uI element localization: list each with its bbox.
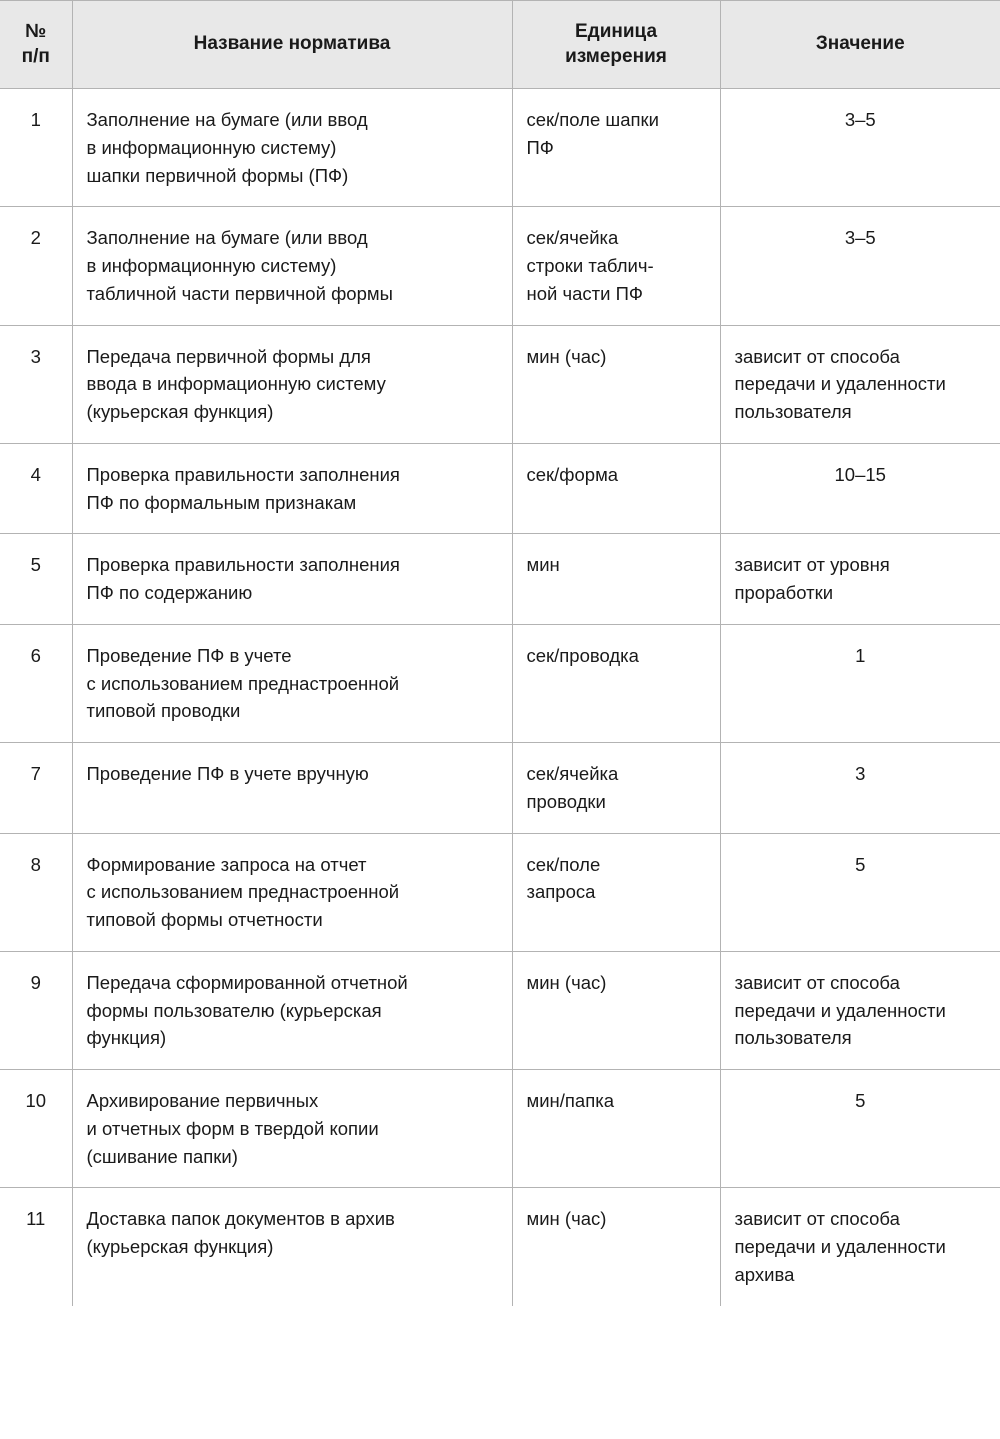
cell-name: Архивирование первичных и отчетных форм в твердой копии (сшивание папки) bbox=[72, 1070, 512, 1188]
cell-number: 3 bbox=[0, 325, 72, 443]
cell-unit: мин (час) bbox=[512, 325, 720, 443]
column-header-number: № п/п bbox=[0, 1, 72, 89]
table-row bbox=[0, 1188, 1000, 1306]
cell-value: 5 bbox=[720, 833, 1000, 951]
cell-number: 8 bbox=[0, 833, 72, 951]
table-row bbox=[0, 743, 1000, 834]
table-row bbox=[0, 207, 1000, 325]
cell-value: 1 bbox=[720, 624, 1000, 742]
cell-unit: мин bbox=[512, 534, 720, 625]
cell-name: Заполнение на бумаге (или ввод в информационную систему) табличной части первичной формы bbox=[72, 207, 512, 325]
table-row bbox=[0, 325, 1000, 443]
cell-number: 4 bbox=[0, 443, 72, 534]
table-header bbox=[0, 1, 1000, 89]
cell-value: зависит от способа передачи и удаленности пользователя bbox=[720, 325, 1000, 443]
cell-unit: сек/форма bbox=[512, 443, 720, 534]
table-row bbox=[0, 833, 1000, 951]
column-header-value: Значение bbox=[720, 1, 1000, 89]
cell-unit: мин (час) bbox=[512, 951, 720, 1069]
cell-value: зависит от уровня проработки bbox=[720, 534, 1000, 625]
table-row bbox=[0, 89, 1000, 207]
cell-unit: мин/папка bbox=[512, 1070, 720, 1188]
cell-unit: мин (час) bbox=[512, 1188, 720, 1306]
cell-value: 3–5 bbox=[720, 89, 1000, 207]
cell-number: 10 bbox=[0, 1070, 72, 1188]
cell-name: Проведение ПФ в учете вручную bbox=[72, 743, 512, 834]
table-row bbox=[0, 624, 1000, 742]
cell-number: 6 bbox=[0, 624, 72, 742]
cell-number: 7 bbox=[0, 743, 72, 834]
cell-unit: сек/проводка bbox=[512, 624, 720, 742]
cell-value: зависит от способа передачи и удаленности архива bbox=[720, 1188, 1000, 1306]
cell-number: 11 bbox=[0, 1188, 72, 1306]
cell-value: 3–5 bbox=[720, 207, 1000, 325]
cell-unit: сек/поле запроса bbox=[512, 833, 720, 951]
cell-name: Проверка правильности заполнения ПФ по формальным признакам bbox=[72, 443, 512, 534]
table-body bbox=[0, 89, 1000, 1306]
cell-name: Формирование запроса на отчет с использованием преднастроенной типовой формы отчетности bbox=[72, 833, 512, 951]
cell-unit: сек/ячейка проводки bbox=[512, 743, 720, 834]
table-row bbox=[0, 951, 1000, 1069]
cell-value: 5 bbox=[720, 1070, 1000, 1188]
cell-name: Передача первичной формы для ввода в информационную систему (курьерская функция) bbox=[72, 325, 512, 443]
cell-unit: сек/поле шапки ПФ bbox=[512, 89, 720, 207]
cell-value: 10–15 bbox=[720, 443, 1000, 534]
table-row bbox=[0, 443, 1000, 534]
cell-value: 3 bbox=[720, 743, 1000, 834]
cell-number: 5 bbox=[0, 534, 72, 625]
column-header-unit: Единица измерения bbox=[512, 1, 720, 89]
cell-name: Проверка правильности заполнения ПФ по содержанию bbox=[72, 534, 512, 625]
cell-number: 9 bbox=[0, 951, 72, 1069]
cell-name: Доставка папок документов в архив (курьерская функция) bbox=[72, 1188, 512, 1306]
cell-number: 2 bbox=[0, 207, 72, 325]
cell-value: зависит от способа передачи и удаленности пользователя bbox=[720, 951, 1000, 1069]
table-header-row bbox=[0, 1, 1000, 89]
cell-name: Передача сформированной отчетной формы пользователю (курьерская функция) bbox=[72, 951, 512, 1069]
table-row bbox=[0, 1070, 1000, 1188]
cell-name: Заполнение на бумаге (или ввод в информационную систему) шапки первичной формы (ПФ) bbox=[72, 89, 512, 207]
cell-unit: сек/ячейка строки таблич- ной части ПФ bbox=[512, 207, 720, 325]
cell-name: Проведение ПФ в учете с использованием преднастроенной типовой проводки bbox=[72, 624, 512, 742]
column-header-name: Название норматива bbox=[72, 1, 512, 89]
cell-number: 1 bbox=[0, 89, 72, 207]
table-row bbox=[0, 534, 1000, 625]
